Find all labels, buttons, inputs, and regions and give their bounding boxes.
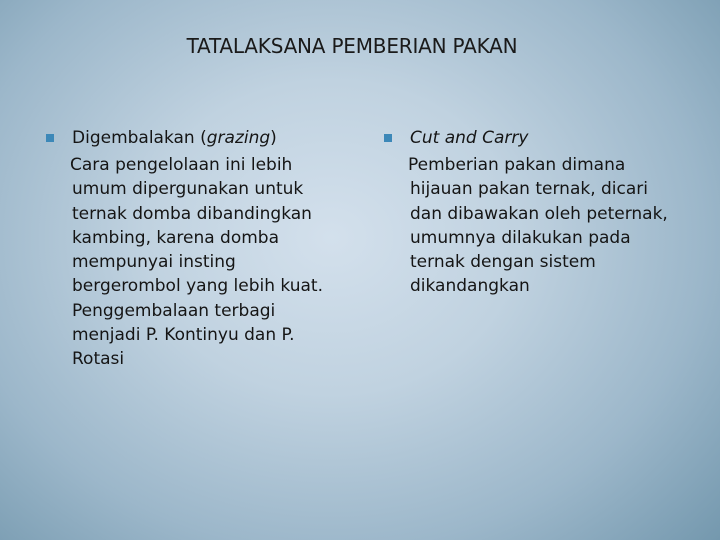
right-body-line: umumnya dilakukan pada [410,227,631,248]
left-body-line: Penggembalaan terbagi [72,300,276,321]
left-body-line: bergerombol yang lebih kuat. [72,276,323,297]
right-heading-italic-term: Cut and Carry [410,128,529,148]
left-body-line: menjadi P. Kontinyu dan P. [72,325,295,346]
right-body-line: dikandangkan [410,276,530,297]
square-bullet-icon [46,134,54,142]
left-column [46,126,336,372]
left-heading-prefix: Digembalakan ( [72,128,207,148]
left-column-body [72,153,336,372]
square-bullet-icon [384,134,392,142]
left-body-line: umum dipergunakan untuk [72,179,304,200]
left-heading-italic-term: grazing [206,128,271,148]
left-column-heading [72,126,336,150]
right-column-body [410,153,674,299]
left-heading-suffix: ) [270,128,277,148]
left-body-line: kambing, karena domba [72,227,280,248]
left-body-line: ternak domba dibandingkan [72,203,312,224]
right-column [384,126,674,299]
slide-title: TATALAKSANA PEMBERIAN PAKAN [186,34,518,58]
left-body-line: mempunyai insting [72,252,236,273]
left-body-line: Rotasi [72,349,125,370]
left-body-line: Cara pengelolaan ini lebih [70,155,293,175]
right-body-line: hijauan pakan ternak, dicari [410,179,649,200]
right-body-line: Pemberian pakan dimana [408,155,626,175]
right-body-line: dan dibawakan oleh peternak, [410,203,668,224]
right-column-heading [410,126,674,150]
right-body-line: ternak dengan sistem [410,252,596,273]
